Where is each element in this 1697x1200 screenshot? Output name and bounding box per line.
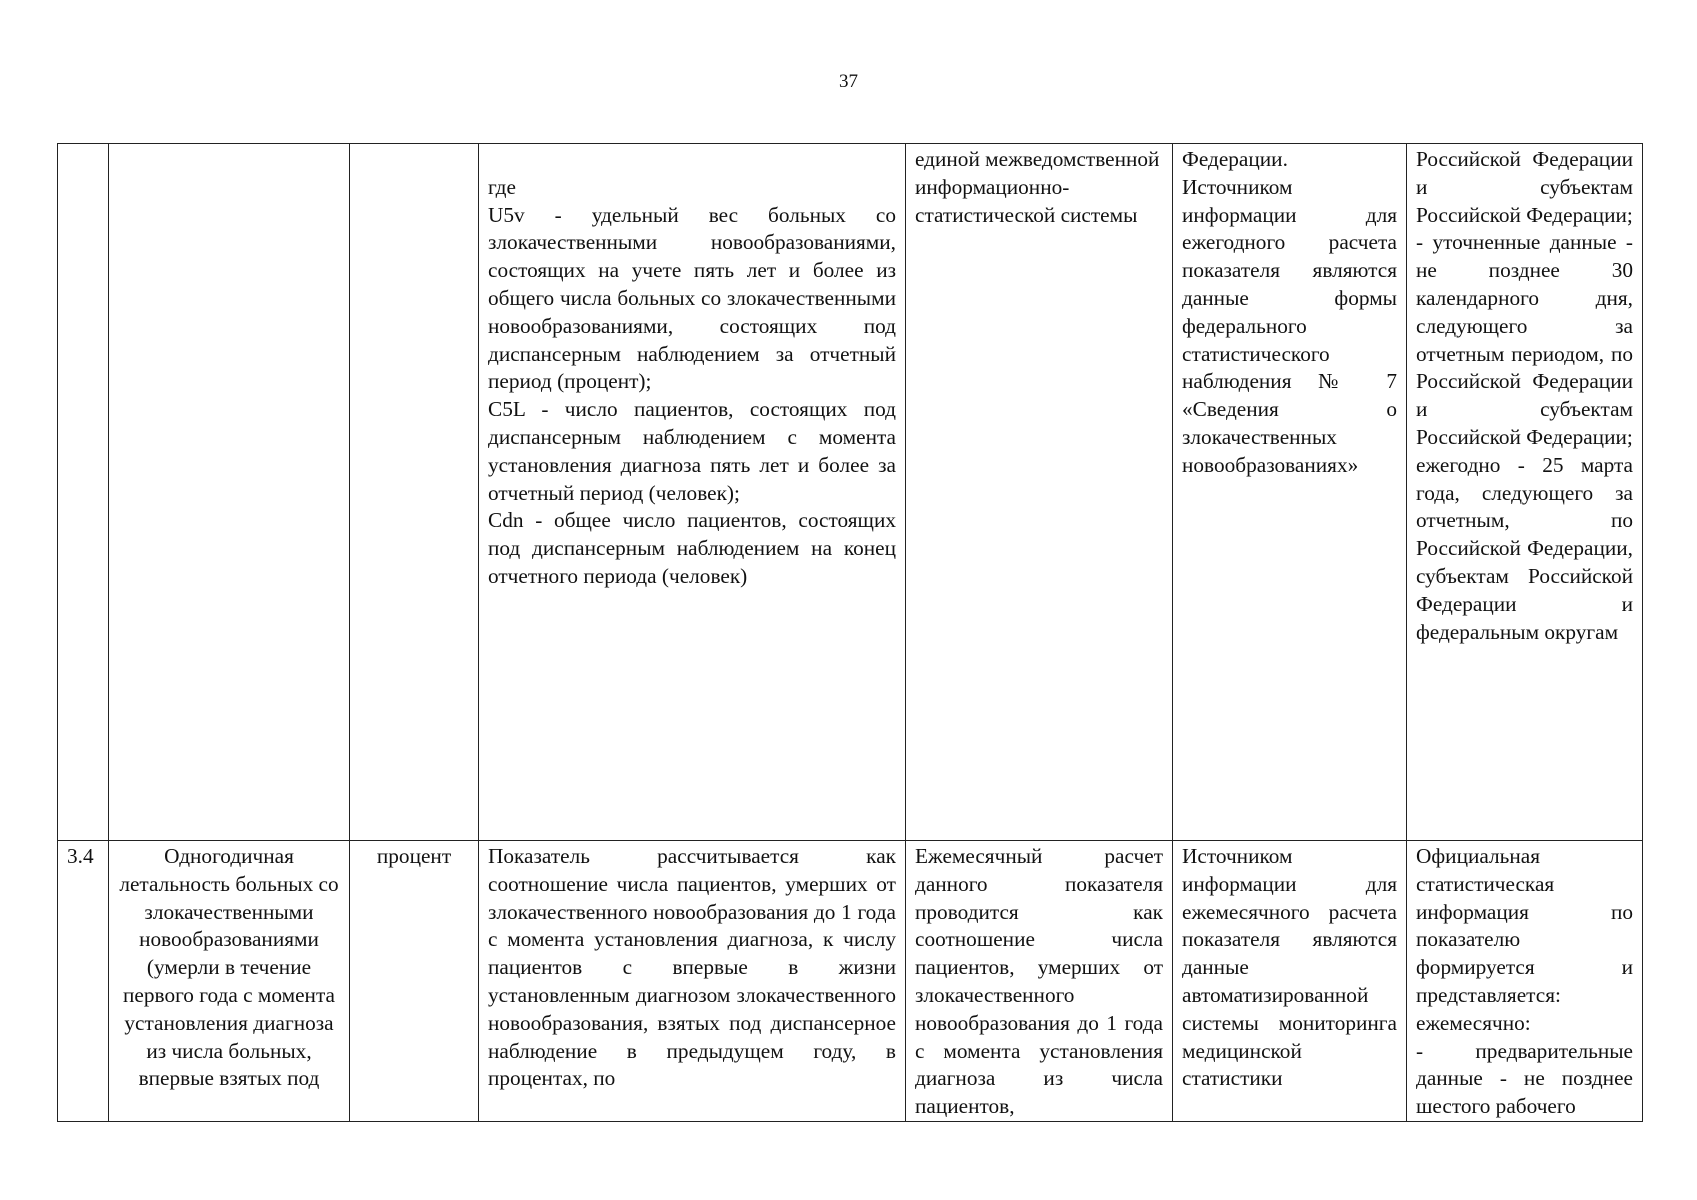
indicator-name-cell [109, 841, 350, 1122]
indicator-name-cell [109, 144, 350, 841]
method-text: где U5v - удельный вес больных со злокачественными новообразованиями, состоящих на учете пять лет и более из общего числа больных со злокачественными новообразованиями, состоящих под диспансерным наблюдением за отчетный период (процент); C5L - число пациентов, состоящих под диспансерным наблюдением с момента установления диагноза пять лет и более за отчетный период (человек); Cdn - общее число пациентов, состоящих под диспансерным наблюдением на конец отчетного периода (человек) [488, 174, 896, 588]
timing-text: Официальная статистическая информация по показателю формируется и представляется: ежемесячно: - предварительные данные - не позднее шестого рабочего [1416, 844, 1633, 1119]
table-row [58, 841, 1643, 1122]
calculation-cell [906, 841, 1173, 1122]
source-cell [1173, 144, 1407, 841]
table-row [58, 144, 1643, 841]
timing-cell [1407, 144, 1643, 841]
source-text: Федерации. Источником информации для ежегодного расчета показателя являются данные формы федерального статистического наблюдения № 7 «Сведения о злокачественных новообразованиях» [1182, 147, 1397, 477]
row-number-cell [58, 144, 109, 841]
calculation-text: единой межведомственной информационно-статистической системы [915, 147, 1160, 227]
calculation-text: Ежемесячный расчет данного показателя проводится как соотношение числа пациентов, умерших от злокачественного новообразования до 1 года с момента установления диагноза из числа пациентов, [915, 844, 1163, 1119]
calculation-cell [906, 144, 1173, 841]
unit-cell [350, 841, 479, 1122]
row-number: 3.4 [67, 844, 94, 868]
unit-cell [350, 144, 479, 841]
unit-text: процент [376, 844, 452, 868]
page-number: 37 [839, 71, 858, 92]
method-cell [479, 841, 906, 1122]
method-cell [479, 144, 906, 841]
method-text: Показатель рассчитывается как соотношение числа пациентов, умерших от злокачественного новообразования до 1 года с момента установления диагноза, к числу пациентов с впервые в жизни установленным диагнозом злокачественного новообразования, взятых под диспансерное наблюдение в предыдущем году, в процентах, по [488, 844, 896, 1091]
source-text: Источником информации для ежемесячного расчета показателя являются данные автоматизированной системы мониторинга медицинской статистики [1182, 844, 1397, 1091]
timing-text: Российской Федерации и субъектам Российской Федерации; - уточненные данные - не позднее 30 календарного дня, следующего за отчетным периодом, по Российской Федерации и субъектам Российской Федерации; ежегодно - 25 марта года, следующего за отчетным, по Российской Федерации, субъектам Российской Федерации и федеральным округам [1416, 147, 1633, 644]
timing-cell [1407, 841, 1643, 1122]
indicator-name: Одногодичная летальность больных со злокачественными новообразованиями (умерли в течение первого года с момента установления диагноза из числа больных, впервые взятых под [119, 844, 339, 1091]
source-cell [1173, 841, 1407, 1122]
indicators-table [57, 143, 1643, 1122]
row-number-cell [58, 841, 109, 1122]
